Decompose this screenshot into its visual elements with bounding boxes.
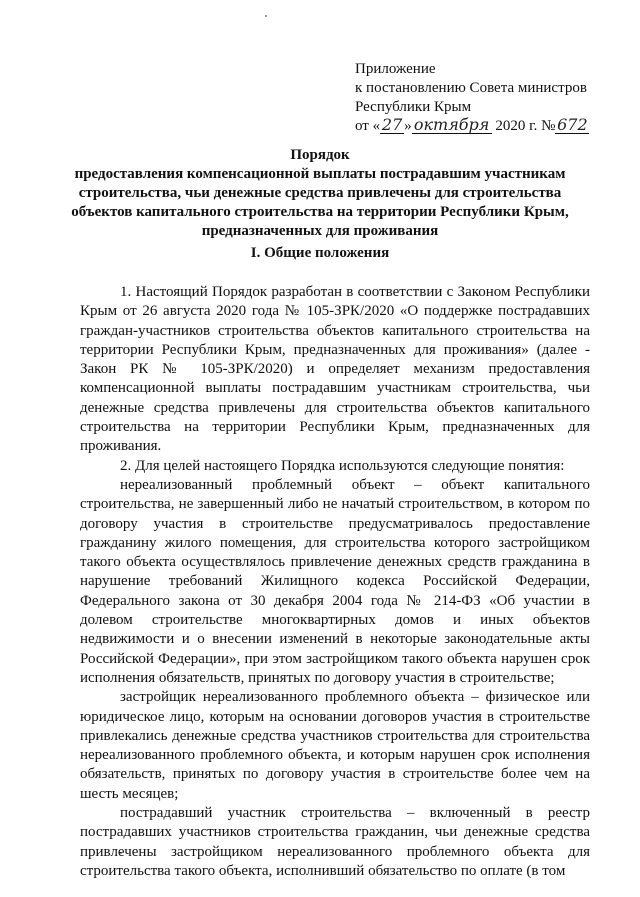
paragraph: застройщик нереализованного проблемного объекта – физическое или юридическое лицо, которым на основании договоров участия в строительстве привлекались денежные средства участников строительства для строительства нереализованного проблемного объекта, и которым нарушен срок исполнения обязательств, принятых по договору участия в строительстве более чем на шесть месяцев; (80, 689, 590, 802)
title-word: Порядок (290, 147, 350, 163)
annex-header (355, 60, 589, 136)
paragraph: 1. Настоящий Порядок разработан в соответствии с Законом Республики Крым от 26 августа 2020 года № 105-ЗРК/2020 «О поддержке пострадавших граждан-участников строительства объектов капитального строительства на территории Республики Крым, предназначенных для проживания» (далее - Закон РК № 105-ЗРК/2020) и определяет механизм предоставления компенсационной выплаты пострадавшим участникам строительства, чьи денежные средства привлечены для строительства объектов капитального строительства на территории Республики Крым, предназначенных для проживания. (80, 284, 590, 455)
annex-line: к постановлению Совета министров (355, 80, 587, 96)
annex-line: Республики Крым (355, 99, 472, 115)
year-label: 2020 г. № (495, 118, 556, 134)
section-heading: I. Общие положения (250, 245, 390, 261)
document-title (40, 146, 600, 241)
document-body (80, 283, 590, 881)
paragraph: нереализованный проблемный объект – объект капитального строительства, не завершенный либо не начатый строительством, в котором по договору участия в строительстве предусматривалось предоставление гражданину жилого помещения, для строительства которого застройщиком такого объекта осуществлялось привлечение денежных средств гражданина в нарушение требований Жилищного кодекса Российской Федерации, Федерального закона от 30 декабря 2004 года № 214-ФЗ «Об участии в долевом строительстве многоквартирных домов и иных объектов недвижимости и о внесении изменений в некоторые законодательные акты Российской Федерации», при этом застройщиком такого объекта нарушен срок исполнения обязательств, принятых по договору участия в строительстве; (80, 476, 590, 686)
scan-speck (265, 15, 267, 17)
title-line: строительства, чьи денежные средства привлечены для строительства (78, 185, 562, 201)
paragraph: пострадавший участник строительства – включенный в реестр пострадавших участников строительства гражданин, чьи денежные средства привлечены застройщиком нереализованного проблемного объекта для строительства такого объекта, исполнивший обязательство по оплате (в том (80, 805, 590, 879)
date-prefix: от « (355, 118, 381, 134)
handwritten-number: 672 (557, 115, 588, 134)
handwritten-month: октября (412, 117, 492, 134)
title-line: предоставления компенсационной выплаты пострадавшим участникам (74, 166, 566, 182)
title-line: объектов капитального строительства на территории Республики Крым, (71, 204, 569, 220)
annex-date-line (355, 117, 589, 136)
title-line: предназначенных для проживания (201, 223, 439, 239)
handwritten-day: 27 (381, 115, 403, 134)
paragraph: 2. Для целей настоящего Порядка используются следующие понятия: (120, 457, 565, 474)
quote-close: » (404, 118, 412, 134)
annex-line: Приложение (355, 61, 436, 77)
